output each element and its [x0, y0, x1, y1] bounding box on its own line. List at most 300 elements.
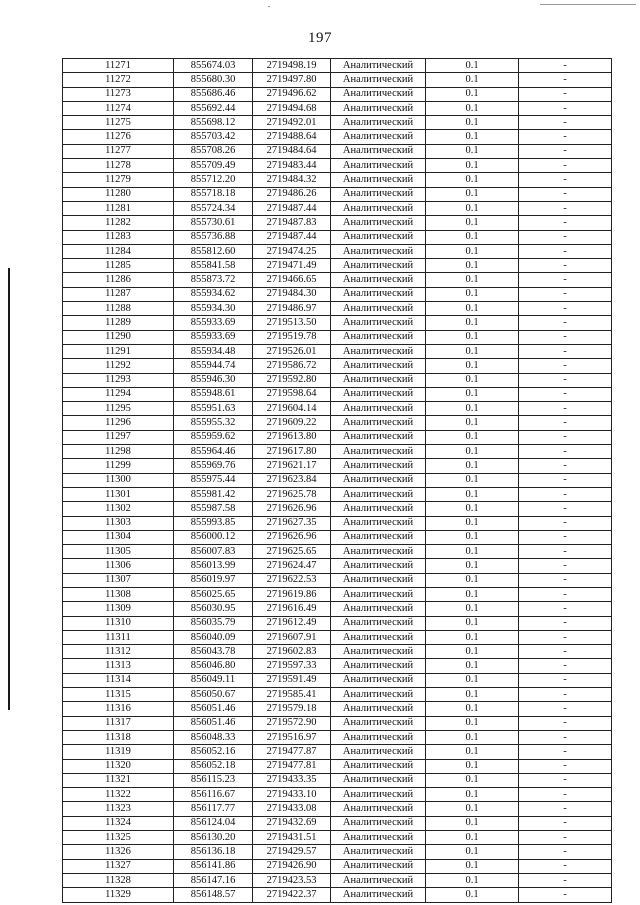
- note-cell: -: [519, 287, 612, 301]
- note-cell: -: [519, 831, 612, 845]
- y-coordinate-cell: 2719466.65: [253, 273, 331, 287]
- accuracy-cell: 0.1: [426, 402, 519, 416]
- y-coordinate-cell: 2719625.65: [253, 545, 331, 559]
- x-coordinate-cell: 855959.62: [174, 430, 253, 444]
- note-cell: -: [519, 788, 612, 802]
- accuracy-cell: 0.1: [426, 487, 519, 501]
- x-coordinate-cell: 856046.80: [174, 659, 253, 673]
- method-cell: Аналитический: [331, 101, 426, 115]
- y-coordinate-cell: 2719433.35: [253, 773, 331, 787]
- point-number-cell: 11291: [63, 344, 174, 358]
- note-cell: -: [519, 759, 612, 773]
- y-coordinate-cell: 2719591.49: [253, 673, 331, 687]
- note-cell: -: [519, 716, 612, 730]
- x-coordinate-cell: 856141.86: [174, 859, 253, 873]
- table-row: [63, 602, 612, 616]
- note-cell: -: [519, 173, 612, 187]
- table-row: [63, 187, 612, 201]
- note-cell: -: [519, 502, 612, 516]
- accuracy-cell: 0.1: [426, 159, 519, 173]
- table-row: [63, 287, 612, 301]
- x-coordinate-cell: 856025.65: [174, 587, 253, 601]
- table-row: [63, 302, 612, 316]
- scan-artifact-line: [540, 4, 636, 5]
- note-cell: -: [519, 402, 612, 416]
- point-number-cell: 11314: [63, 673, 174, 687]
- y-coordinate-cell: 2719621.17: [253, 459, 331, 473]
- method-cell: Аналитический: [331, 201, 426, 215]
- accuracy-cell: 0.1: [426, 802, 519, 816]
- x-coordinate-cell: 855933.69: [174, 316, 253, 330]
- method-cell: Аналитический: [331, 416, 426, 430]
- method-cell: Аналитический: [331, 745, 426, 759]
- x-coordinate-cell: 856007.83: [174, 545, 253, 559]
- point-number-cell: 11320: [63, 759, 174, 773]
- note-cell: -: [519, 330, 612, 344]
- point-number-cell: 11290: [63, 330, 174, 344]
- note-cell: -: [519, 645, 612, 659]
- x-coordinate-cell: 856115.23: [174, 773, 253, 787]
- y-coordinate-cell: 2719613.80: [253, 430, 331, 444]
- point-number-cell: 11303: [63, 516, 174, 530]
- accuracy-cell: 0.1: [426, 316, 519, 330]
- accuracy-cell: 0.1: [426, 645, 519, 659]
- point-number-cell: 11294: [63, 387, 174, 401]
- note-cell: -: [519, 316, 612, 330]
- point-number-cell: 11309: [63, 602, 174, 616]
- method-cell: Аналитический: [331, 587, 426, 601]
- x-coordinate-cell: 855730.61: [174, 216, 253, 230]
- accuracy-cell: 0.1: [426, 616, 519, 630]
- point-number-cell: 11304: [63, 530, 174, 544]
- page-number: 197: [308, 30, 332, 46]
- point-number-cell: 11323: [63, 802, 174, 816]
- note-cell: -: [519, 159, 612, 173]
- x-coordinate-cell: 856051.46: [174, 702, 253, 716]
- accuracy-cell: 0.1: [426, 702, 519, 716]
- table-row: [63, 159, 612, 173]
- accuracy-cell: 0.1: [426, 845, 519, 859]
- accuracy-cell: 0.1: [426, 630, 519, 644]
- method-cell: Аналитический: [331, 788, 426, 802]
- table-row: [63, 616, 612, 630]
- method-cell: Аналитический: [331, 373, 426, 387]
- x-coordinate-cell: 855964.46: [174, 445, 253, 459]
- note-cell: -: [519, 201, 612, 215]
- accuracy-cell: 0.1: [426, 745, 519, 759]
- table-row: [63, 316, 612, 330]
- point-number-cell: 11305: [63, 545, 174, 559]
- note-cell: -: [519, 87, 612, 101]
- method-cell: Аналитический: [331, 130, 426, 144]
- x-coordinate-cell: 856051.46: [174, 716, 253, 730]
- y-coordinate-cell: 2719616.49: [253, 602, 331, 616]
- method-cell: Аналитический: [331, 559, 426, 573]
- table-row: [63, 773, 612, 787]
- x-coordinate-cell: 855934.62: [174, 287, 253, 301]
- accuracy-cell: 0.1: [426, 573, 519, 587]
- accuracy-cell: 0.1: [426, 101, 519, 115]
- y-coordinate-cell: 2719497.80: [253, 73, 331, 87]
- table-row: [63, 645, 612, 659]
- method-cell: Аналитический: [331, 816, 426, 830]
- point-number-cell: 11301: [63, 487, 174, 501]
- y-coordinate-cell: 2719487.83: [253, 216, 331, 230]
- note-cell: -: [519, 816, 612, 830]
- y-coordinate-cell: 2719433.10: [253, 788, 331, 802]
- y-coordinate-cell: 2719498.19: [253, 59, 331, 73]
- method-cell: Аналитический: [331, 831, 426, 845]
- y-coordinate-cell: 2719579.18: [253, 702, 331, 716]
- method-cell: Аналитический: [331, 116, 426, 130]
- point-number-cell: 11307: [63, 573, 174, 587]
- note-cell: -: [519, 516, 612, 530]
- note-cell: -: [519, 73, 612, 87]
- point-number-cell: 11271: [63, 59, 174, 73]
- accuracy-cell: 0.1: [426, 344, 519, 358]
- y-coordinate-cell: 2719619.86: [253, 587, 331, 601]
- point-number-cell: 11295: [63, 402, 174, 416]
- method-cell: Аналитический: [331, 859, 426, 873]
- x-coordinate-cell: 855674.03: [174, 59, 253, 73]
- table-row: [63, 330, 612, 344]
- method-cell: Аналитический: [331, 430, 426, 444]
- scan-artifact-dot: [268, 6, 270, 7]
- table-row: [63, 359, 612, 373]
- table-row: [63, 587, 612, 601]
- method-cell: Аналитический: [331, 473, 426, 487]
- accuracy-cell: 0.1: [426, 516, 519, 530]
- accuracy-cell: 0.1: [426, 831, 519, 845]
- accuracy-cell: 0.1: [426, 530, 519, 544]
- point-number-cell: 11285: [63, 259, 174, 273]
- accuracy-cell: 0.1: [426, 287, 519, 301]
- point-number-cell: 11299: [63, 459, 174, 473]
- accuracy-cell: 0.1: [426, 230, 519, 244]
- accuracy-cell: 0.1: [426, 759, 519, 773]
- table-row: [63, 416, 612, 430]
- accuracy-cell: 0.1: [426, 130, 519, 144]
- table-row: [63, 788, 612, 802]
- table-row: [63, 216, 612, 230]
- method-cell: Аналитический: [331, 502, 426, 516]
- point-number-cell: 11284: [63, 244, 174, 258]
- point-number-cell: 11289: [63, 316, 174, 330]
- y-coordinate-cell: 2719433.08: [253, 802, 331, 816]
- accuracy-cell: 0.1: [426, 873, 519, 887]
- point-number-cell: 11310: [63, 616, 174, 630]
- note-cell: -: [519, 630, 612, 644]
- table-row: [63, 430, 612, 444]
- method-cell: Аналитический: [331, 530, 426, 544]
- method-cell: Аналитический: [331, 659, 426, 673]
- table-row: [63, 888, 612, 902]
- point-number-cell: 11287: [63, 287, 174, 301]
- y-coordinate-cell: 2719484.30: [253, 287, 331, 301]
- y-coordinate-cell: 2719625.78: [253, 487, 331, 501]
- y-coordinate-cell: 2719598.64: [253, 387, 331, 401]
- note-cell: -: [519, 130, 612, 144]
- table-row: [63, 816, 612, 830]
- table-row: [63, 87, 612, 101]
- x-coordinate-cell: 855955.32: [174, 416, 253, 430]
- y-coordinate-cell: 2719609.22: [253, 416, 331, 430]
- x-coordinate-cell: 855981.42: [174, 487, 253, 501]
- accuracy-cell: 0.1: [426, 387, 519, 401]
- method-cell: Аналитический: [331, 873, 426, 887]
- note-cell: -: [519, 302, 612, 316]
- note-cell: -: [519, 59, 612, 73]
- point-number-cell: 11282: [63, 216, 174, 230]
- x-coordinate-cell: 855934.30: [174, 302, 253, 316]
- note-cell: -: [519, 230, 612, 244]
- point-number-cell: 11275: [63, 116, 174, 130]
- method-cell: Аналитический: [331, 688, 426, 702]
- table-row: [63, 745, 612, 759]
- method-cell: Аналитический: [331, 187, 426, 201]
- x-coordinate-cell: 856052.18: [174, 759, 253, 773]
- method-cell: Аналитический: [331, 702, 426, 716]
- note-cell: -: [519, 530, 612, 544]
- x-coordinate-cell: 855712.20: [174, 173, 253, 187]
- point-number-cell: 11279: [63, 173, 174, 187]
- accuracy-cell: 0.1: [426, 216, 519, 230]
- method-cell: Аналитический: [331, 287, 426, 301]
- x-coordinate-cell: 855951.63: [174, 402, 253, 416]
- point-number-cell: 11283: [63, 230, 174, 244]
- method-cell: Аналитический: [331, 845, 426, 859]
- note-cell: -: [519, 459, 612, 473]
- method-cell: Аналитический: [331, 259, 426, 273]
- method-cell: Аналитический: [331, 630, 426, 644]
- method-cell: Аналитический: [331, 573, 426, 587]
- accuracy-cell: 0.1: [426, 144, 519, 158]
- table-row: [63, 373, 612, 387]
- note-cell: -: [519, 802, 612, 816]
- point-number-cell: 11308: [63, 587, 174, 601]
- x-coordinate-cell: 856030.95: [174, 602, 253, 616]
- y-coordinate-cell: 2719586.72: [253, 359, 331, 373]
- y-coordinate-cell: 2719426.90: [253, 859, 331, 873]
- accuracy-cell: 0.1: [426, 859, 519, 873]
- table-row: [63, 387, 612, 401]
- table-row: [63, 230, 612, 244]
- y-coordinate-cell: 2719471.49: [253, 259, 331, 273]
- y-coordinate-cell: 2719526.01: [253, 344, 331, 358]
- x-coordinate-cell: 855841.58: [174, 259, 253, 273]
- x-coordinate-cell: 856117.77: [174, 802, 253, 816]
- point-number-cell: 11297: [63, 430, 174, 444]
- point-number-cell: 11274: [63, 101, 174, 115]
- point-number-cell: 11326: [63, 845, 174, 859]
- table-row: [63, 559, 612, 573]
- note-cell: -: [519, 888, 612, 902]
- y-coordinate-cell: 2719627.35: [253, 516, 331, 530]
- method-cell: Аналитический: [331, 359, 426, 373]
- note-cell: -: [519, 216, 612, 230]
- y-coordinate-cell: 2719604.14: [253, 402, 331, 416]
- accuracy-cell: 0.1: [426, 87, 519, 101]
- method-cell: Аналитический: [331, 273, 426, 287]
- method-cell: Аналитический: [331, 673, 426, 687]
- table-row: [63, 673, 612, 687]
- point-number-cell: 11272: [63, 73, 174, 87]
- point-number-cell: 11318: [63, 730, 174, 744]
- method-cell: Аналитический: [331, 616, 426, 630]
- y-coordinate-cell: 2719488.64: [253, 130, 331, 144]
- method-cell: Аналитический: [331, 730, 426, 744]
- point-number-cell: 11277: [63, 144, 174, 158]
- accuracy-cell: 0.1: [426, 502, 519, 516]
- method-cell: Аналитический: [331, 602, 426, 616]
- y-coordinate-cell: 2719612.49: [253, 616, 331, 630]
- table-row: [63, 545, 612, 559]
- method-cell: Аналитический: [331, 216, 426, 230]
- method-cell: Аналитический: [331, 516, 426, 530]
- y-coordinate-cell: 2719602.83: [253, 645, 331, 659]
- x-coordinate-cell: 855933.69: [174, 330, 253, 344]
- point-number-cell: 11311: [63, 630, 174, 644]
- table-row: [63, 759, 612, 773]
- y-coordinate-cell: 2719477.87: [253, 745, 331, 759]
- point-number-cell: 11302: [63, 502, 174, 516]
- y-coordinate-cell: 2719617.80: [253, 445, 331, 459]
- table-row: [63, 873, 612, 887]
- note-cell: -: [519, 873, 612, 887]
- y-coordinate-cell: 2719492.01: [253, 116, 331, 130]
- x-coordinate-cell: 855692.44: [174, 101, 253, 115]
- y-coordinate-cell: 2719483.44: [253, 159, 331, 173]
- table-row: [63, 244, 612, 258]
- method-cell: Аналитический: [331, 773, 426, 787]
- y-coordinate-cell: 2719624.47: [253, 559, 331, 573]
- accuracy-cell: 0.1: [426, 273, 519, 287]
- x-coordinate-cell: 856049.11: [174, 673, 253, 687]
- table-row: [63, 402, 612, 416]
- x-coordinate-cell: 855934.48: [174, 344, 253, 358]
- point-number-cell: 11315: [63, 688, 174, 702]
- accuracy-cell: 0.1: [426, 673, 519, 687]
- method-cell: Аналитический: [331, 344, 426, 358]
- method-cell: Аналитический: [331, 173, 426, 187]
- x-coordinate-cell: 855948.61: [174, 387, 253, 401]
- x-coordinate-cell: 856136.18: [174, 845, 253, 859]
- method-cell: Аналитический: [331, 487, 426, 501]
- x-coordinate-cell: 855975.44: [174, 473, 253, 487]
- table-row: [63, 659, 612, 673]
- table-row: [63, 459, 612, 473]
- point-number-cell: 11273: [63, 87, 174, 101]
- x-coordinate-cell: 856035.79: [174, 616, 253, 630]
- note-cell: -: [519, 602, 612, 616]
- accuracy-cell: 0.1: [426, 73, 519, 87]
- note-cell: -: [519, 545, 612, 559]
- table-row: [63, 831, 612, 845]
- method-cell: Аналитический: [331, 759, 426, 773]
- y-coordinate-cell: 2719429.57: [253, 845, 331, 859]
- y-coordinate-cell: 2719431.51: [253, 831, 331, 845]
- accuracy-cell: 0.1: [426, 545, 519, 559]
- table-row: [63, 273, 612, 287]
- note-cell: -: [519, 416, 612, 430]
- note-cell: -: [519, 702, 612, 716]
- note-cell: -: [519, 859, 612, 873]
- y-coordinate-cell: 2719585.41: [253, 688, 331, 702]
- note-cell: -: [519, 688, 612, 702]
- x-coordinate-cell: 856019.97: [174, 573, 253, 587]
- method-cell: Аналитический: [331, 545, 426, 559]
- x-coordinate-cell: 856050.67: [174, 688, 253, 702]
- x-coordinate-cell: 855944.74: [174, 359, 253, 373]
- note-cell: -: [519, 244, 612, 258]
- table-row: [63, 487, 612, 501]
- point-number-cell: 11324: [63, 816, 174, 830]
- point-number-cell: 11298: [63, 445, 174, 459]
- note-cell: -: [519, 359, 612, 373]
- margin-binding-line: [8, 268, 10, 710]
- method-cell: Аналитический: [331, 59, 426, 73]
- method-cell: Аналитический: [331, 445, 426, 459]
- method-cell: Аналитический: [331, 716, 426, 730]
- note-cell: -: [519, 573, 612, 587]
- y-coordinate-cell: 2719572.90: [253, 716, 331, 730]
- note-cell: -: [519, 587, 612, 601]
- table-row: [63, 516, 612, 530]
- method-cell: Аналитический: [331, 144, 426, 158]
- table-row: [63, 101, 612, 115]
- x-coordinate-cell: 855993.85: [174, 516, 253, 530]
- accuracy-cell: 0.1: [426, 173, 519, 187]
- x-coordinate-cell: 855680.30: [174, 73, 253, 87]
- note-cell: -: [519, 745, 612, 759]
- y-coordinate-cell: 2719484.64: [253, 144, 331, 158]
- accuracy-cell: 0.1: [426, 59, 519, 73]
- x-coordinate-cell: 855969.76: [174, 459, 253, 473]
- accuracy-cell: 0.1: [426, 602, 519, 616]
- x-coordinate-cell: 856040.09: [174, 630, 253, 644]
- y-coordinate-cell: 2719623.84: [253, 473, 331, 487]
- accuracy-cell: 0.1: [426, 430, 519, 444]
- table-row: [63, 716, 612, 730]
- note-cell: -: [519, 487, 612, 501]
- point-number-cell: 11276: [63, 130, 174, 144]
- y-coordinate-cell: 2719484.32: [253, 173, 331, 187]
- accuracy-cell: 0.1: [426, 244, 519, 258]
- y-coordinate-cell: 2719626.96: [253, 502, 331, 516]
- method-cell: Аналитический: [331, 316, 426, 330]
- point-number-cell: 11316: [63, 702, 174, 716]
- accuracy-cell: 0.1: [426, 445, 519, 459]
- x-coordinate-cell: 856048.33: [174, 730, 253, 744]
- point-number-cell: 11322: [63, 788, 174, 802]
- accuracy-cell: 0.1: [426, 259, 519, 273]
- method-cell: Аналитический: [331, 87, 426, 101]
- point-number-cell: 11296: [63, 416, 174, 430]
- x-coordinate-cell: 856052.16: [174, 745, 253, 759]
- table-row: [63, 201, 612, 215]
- method-cell: Аналитический: [331, 387, 426, 401]
- table-row: [63, 344, 612, 358]
- note-cell: -: [519, 473, 612, 487]
- table-row: [63, 502, 612, 516]
- point-number-cell: 11329: [63, 888, 174, 902]
- y-coordinate-cell: 2719516.97: [253, 730, 331, 744]
- x-coordinate-cell: 855703.42: [174, 130, 253, 144]
- accuracy-cell: 0.1: [426, 373, 519, 387]
- point-number-cell: 11292: [63, 359, 174, 373]
- point-number-cell: 11312: [63, 645, 174, 659]
- x-coordinate-cell: 855686.46: [174, 87, 253, 101]
